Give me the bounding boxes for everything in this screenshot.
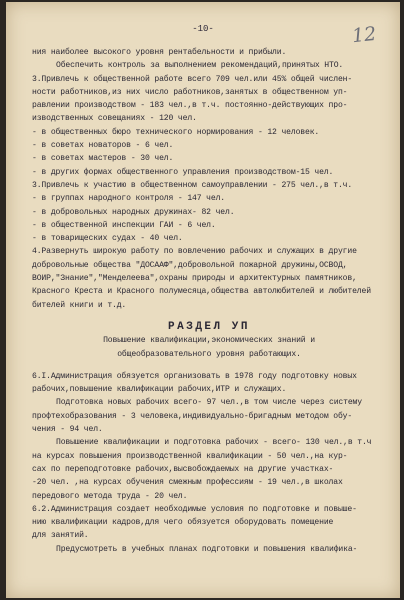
- text-line: бителей книги и т.д.: [32, 300, 127, 310]
- document-body: [32, 46, 386, 556]
- text-line: - в товарищеских судах - 40 чел.: [32, 234, 183, 244]
- text-line: передового метода труда - 20 чел.: [32, 491, 188, 501]
- text-block-1: [32, 46, 386, 312]
- text-line: -20 чел. ,на курсах обучения смежным профессиям - 19 чел.,в школах: [32, 478, 343, 488]
- text-line: для занятий.: [32, 531, 89, 541]
- text-line: Повышение квалификации и подготовка рабочих - всего- 130 чел.,в т.ч: [56, 438, 372, 448]
- text-line: Предусмотреть в учебных планах подготовки и повышения квалифика-: [56, 544, 358, 554]
- text-line: чения - 94 чел.: [32, 425, 103, 435]
- page-number: -10-: [192, 24, 214, 34]
- document-page: [6, 2, 400, 598]
- text-line: нию квалификации кадров,для чего обязуется оборудовать помещение: [32, 518, 334, 528]
- text-line: - в общественной инспекции ГАИ - 6 чел.: [32, 220, 216, 230]
- text-line: - в советах мастеров - 30 чел.: [32, 154, 174, 164]
- section-subtitle-line-1: Повышение квалификации,экономических знаний и: [103, 336, 315, 346]
- text-line: ВОИР,"Знание","Менделеева",охраны природы и архитектурных памятников,: [32, 274, 357, 284]
- text-line: ния наиболее высокого уровня рентабельности и прибыли.: [32, 48, 287, 57]
- text-line: Подготовка новых рабочих всего- 97 чел.,в том числе через систему: [56, 398, 362, 408]
- text-line: равлении производством - 183 чел.,в т.ч. постоянно-действующих про-: [32, 101, 348, 111]
- text-line: ности работников,из них число работников,занятых в общественном уп-: [32, 87, 348, 97]
- text-line: 3.Привлечь к участию в общественном самоуправлении - 275 чел.,в т.ч.: [32, 180, 353, 190]
- text-line: сах по переподготовке рабочих,высвобождаемых на другие участках-: [32, 464, 334, 474]
- text-line: изводственных совещаниях - 120 чел.: [32, 114, 197, 124]
- text-line: 6.2.Администрация создает необходимые условия по подготовке и повыше-: [32, 504, 357, 514]
- text-line: профтехобразования - 3 человека,индивидуально-бригадным методом обу-: [32, 411, 353, 421]
- text-line: 4.Развернуть широкую работу по вовлечению рабочих и служащих в другие: [32, 247, 357, 257]
- text-line: 6.I.Администрация обязуется организовать в 1978 году подготовку новых: [32, 371, 357, 381]
- text-block-2: [32, 370, 386, 556]
- section-subtitle-line-2: общеобразовательного уровня работающих.: [117, 349, 301, 359]
- text-line: - в других формах общественного управления производством-15 чел.: [32, 167, 334, 177]
- text-line: рабочих,повышение квалификации рабочих,ИТР и служащих.: [32, 385, 287, 395]
- text-line: - в общественных бюро технического нормирования - 12 человек.: [32, 127, 320, 137]
- section-heading: РАЗДЕЛ УП: [168, 320, 250, 333]
- text-line: Обеспечить контроль за выполнением рекомендаций,принятых НТО.: [56, 61, 344, 71]
- text-line: - в добровольных народных дружинах- 82 чел.: [32, 207, 235, 217]
- text-line: на курсах повышения производственной квалификации - 50 чел.,на кур-: [32, 451, 348, 461]
- text-line: - в группах народного контроля - 147 чел.: [32, 194, 225, 204]
- text-line: 3.Привлечь к общественной работе всего 709 чел.или 45% общей числен-: [32, 74, 353, 84]
- text-line: - в советах новаторов - 6 чел.: [32, 141, 174, 151]
- folio-handwritten-number: 12: [350, 22, 378, 48]
- text-line: Красного Креста и Красного полумесяца,общества автолюбителей и любителей: [32, 287, 371, 297]
- text-line: добровольные общества "ДОСААФ",добровольной пожарной дружины,ОСВОД,: [32, 260, 348, 270]
